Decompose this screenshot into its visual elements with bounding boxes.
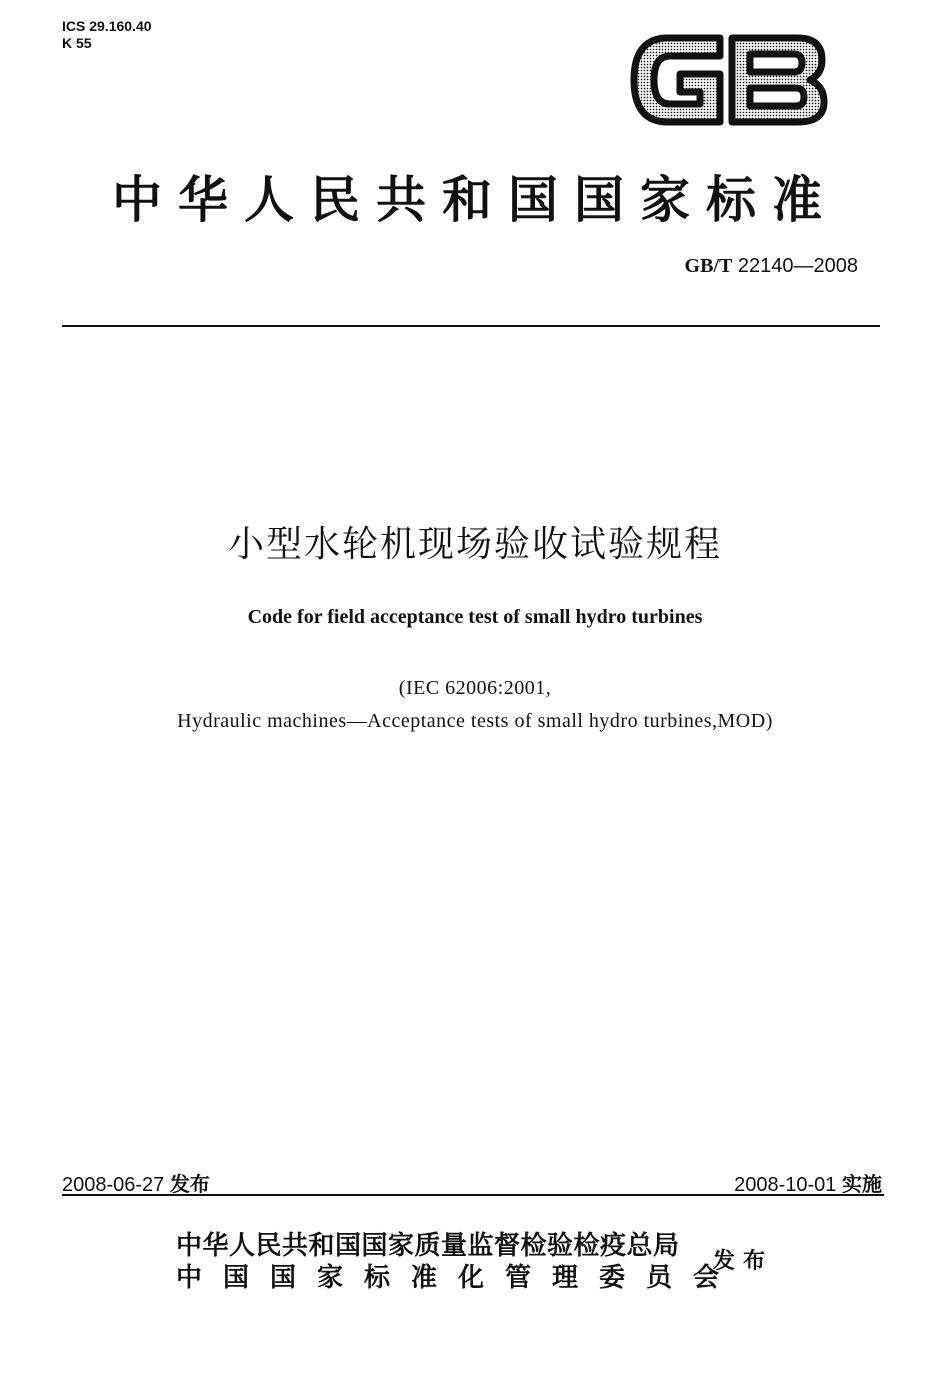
- issue-date: [62, 1168, 210, 1197]
- adoption-line-1: (IEC 62006:2001,: [398, 677, 552, 699]
- issuer-aqsiq: 中华人民共和国国家质量监督检验检疫总局: [176, 1231, 680, 1261]
- gb-logo: [628, 30, 828, 130]
- adoption-note: [0, 672, 950, 738]
- standard-number: [685, 255, 858, 278]
- document-title-en: Code for field acceptance test of small hydro turbines: [247, 606, 703, 628]
- national-standard-title: 中华人民共和国国家标准: [112, 170, 838, 229]
- publish-label: 发布: [713, 1249, 774, 1274]
- issuer-sac: 中国国家标准化管理委员会: [176, 1263, 741, 1293]
- ccs-code: K 55: [62, 35, 92, 51]
- issue-date-value: 2008-06-27: [62, 1174, 165, 1196]
- implement-date: [734, 1168, 882, 1197]
- footer-divider: [62, 1194, 884, 1196]
- issuing-authorities: [176, 1230, 740, 1294]
- adoption-line-2: Hydraulic machines—Acceptance tests of small hydro turbines,MOD): [177, 710, 773, 732]
- implement-date-value: 2008-10-01: [734, 1174, 837, 1196]
- implement-label: 实施: [842, 1172, 882, 1196]
- document-title-cn: 小型水轮机现场验收试验规程: [227, 524, 722, 565]
- standard-code: 22140—2008: [737, 255, 858, 277]
- classification-codes: [62, 18, 152, 52]
- ics-code: ICS 29.160.40: [62, 18, 152, 34]
- header-divider: [62, 325, 880, 327]
- issue-label: 发布: [169, 1172, 210, 1196]
- standard-prefix: GB/T: [684, 255, 733, 277]
